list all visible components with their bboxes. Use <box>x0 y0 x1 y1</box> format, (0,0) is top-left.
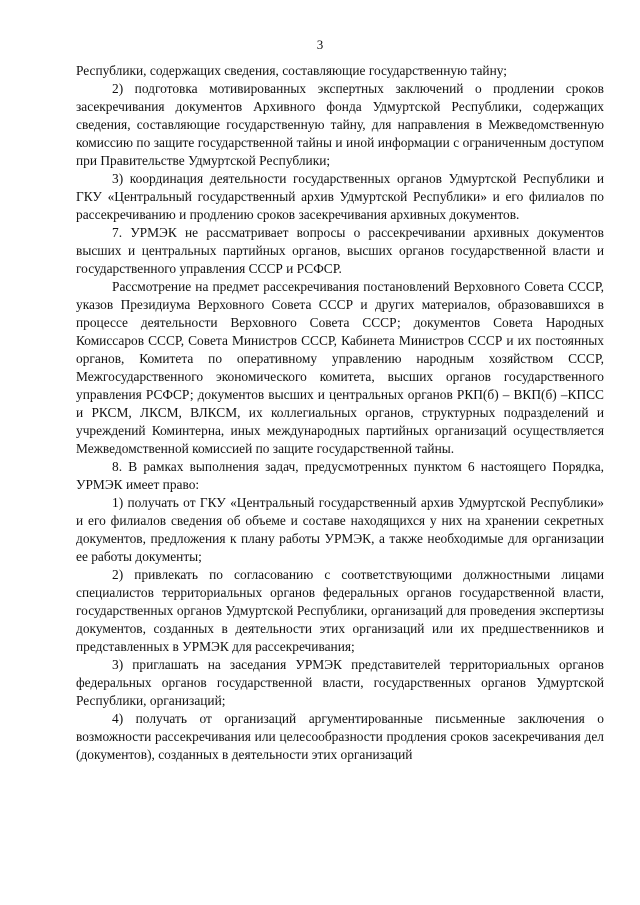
paragraph-review-scope: Рассмотрение на предмет рассекречивания постановлений Верховного Совета СССР, указов Президиума Верховного Совета СССР и других материалов, образовавшихся в процессе деятельности Верховного Совета СССР; документов Совета Народных Комиссаров СССР, Совета Министров СССР, Кабинета Министров СССР и их постоянных органов, Комитета по оперативному управлению народным хозяйством СССР, Межгосударственного экономического комитета, высших органов государственного управления РСФСР; документов высших и центральных органов РКП(б) – ВКП(б) –КПСС и РКСМ, ЛКСМ, ВЛКСМ, их коллегиальных органов, структурных подразделений и учреждений Коминтерна, иных международных партийных организаций осуществляется Межведомственной комиссией по защите государственной тайны. <box>76 279 604 456</box>
paragraph-item-3: 3) координация деятельности государственных органов Удмуртской Республики и ГКУ «Центральный государственный архив Удмуртской Республики» и его филиалов по рассекречиванию и продлению сроков засекречивания архивных документов. <box>76 171 604 222</box>
paragraph-section-8: 8. В рамках выполнения задач, предусмотренных пунктом 6 настоящего Порядка, УРМЭК имеет право: <box>76 459 604 492</box>
paragraph-right-2: 2) привлекать по согласованию с соответствующими должностными лицами специалистов территориальных органов федеральных органов государственной власти, государственных органов Удмуртской Республики, организаций для проведения экспертизы документов, созданных в деятельности этих организаций или их предшественников и представленных в УРМЭК для рассекречивания; <box>76 567 604 654</box>
paragraph-section-7: 7. УРМЭК не рассматривает вопросы о рассекречивании архивных документов высших и центральных партийных органов, высших органов государственной власти и государственного управления СССР и РСФСР. <box>76 225 604 276</box>
paragraph-right-4: 4) получать от организаций аргументированные письменные заключения о возможности рассекречивания или целесообразности продления сроков засекречивания дел (документов), созданных в деятельности этих организаций <box>76 711 604 762</box>
paragraph-right-1: 1) получать от ГКУ «Центральный государственный архив Удмуртской Республики» и его филиалов сведения об объеме и составе находящихся у них на хранении секретных документов, предложения к плану работы УРМЭК, а также необходимые для организации ее работы документы; <box>76 495 604 564</box>
page-number: 3 <box>316 37 324 52</box>
document-body <box>76 62 604 764</box>
paragraph-item-2: 2) подготовка мотивированных экспертных заключений о продлении сроков засекречивания документов Архивного фонда Удмуртской Республики, содержащих сведения, составляющие государственную тайну, для направления в Межведомственную комиссию по защите государственной тайны и иной информации с ограниченным доступом при Правительстве Удмуртской Республики; <box>76 81 604 168</box>
paragraph-right-3: 3) приглашать на заседания УРМЭК представителей территориальных органов федеральных органов государственной власти, государственных органов Удмуртской Республики, организаций; <box>76 657 604 708</box>
paragraph-continuation: Республики, содержащих сведения, составляющие государственную тайну; <box>76 63 507 78</box>
